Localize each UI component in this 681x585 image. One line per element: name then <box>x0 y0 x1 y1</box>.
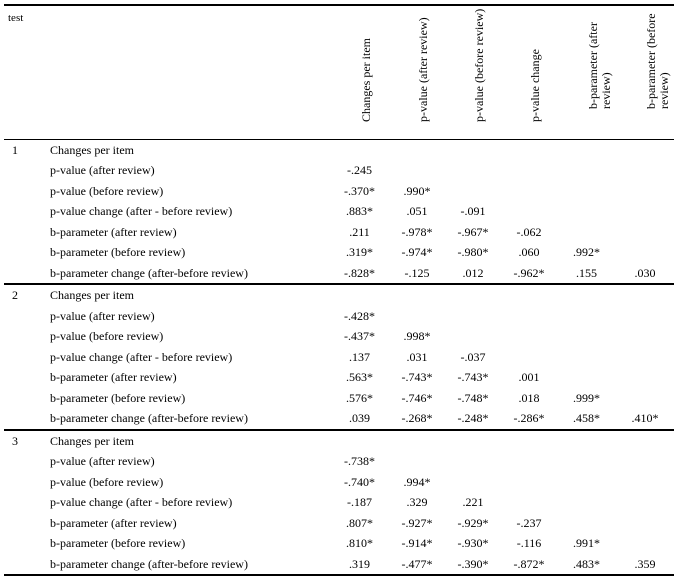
correlation-cell <box>389 430 445 452</box>
table-row <box>4 472 674 493</box>
correlation-cell: .359 <box>616 554 674 576</box>
correlation-cell: .319 <box>330 554 389 576</box>
correlation-cell: -.125 <box>389 263 445 285</box>
correlation-cell <box>616 201 674 222</box>
correlation-cell: -.477* <box>389 554 445 576</box>
row-label: b-parameter (after review) <box>50 224 177 239</box>
test-number-cell <box>4 263 42 285</box>
correlation-cell: -.116 <box>516 536 542 550</box>
correlation-cell <box>330 139 389 160</box>
table-row <box>4 451 674 472</box>
correlation-cell: -.370* <box>344 183 375 198</box>
correlation-cell <box>501 181 557 202</box>
column-header <box>501 5 557 139</box>
correlation-cell <box>330 430 389 452</box>
table-row <box>4 242 674 263</box>
row-label: b-parameter (after review) <box>50 515 177 530</box>
correlation-cell <box>616 533 674 554</box>
correlation-cell <box>501 451 557 472</box>
correlation-cell <box>445 139 501 160</box>
row-label: b-parameter change (after-before review) <box>42 554 330 576</box>
correlation-cell <box>557 201 616 222</box>
table-row <box>4 306 674 327</box>
correlation-cell <box>616 139 674 160</box>
correlation-cell: .018 <box>518 390 540 405</box>
correlation-cell: -.828* <box>330 263 389 285</box>
correlation-cell: -.740* <box>344 474 375 489</box>
row-label: p-value (before review) <box>50 183 164 198</box>
table-row <box>4 492 674 513</box>
correlation-cell <box>445 326 501 347</box>
correlation-cell: .060 <box>518 245 540 259</box>
correlation-cell <box>445 181 501 202</box>
correlation-cell: -.743* <box>457 370 489 384</box>
table-row <box>4 430 674 452</box>
row-label-column-header <box>42 5 330 139</box>
row-label: b-parameter (before review) <box>50 245 186 259</box>
correlation-cell <box>616 347 674 368</box>
correlation-cell <box>557 306 616 327</box>
column-header <box>445 5 501 139</box>
correlation-cell <box>501 326 557 347</box>
test-number-cell <box>4 492 42 513</box>
correlation-cell: .458* <box>557 408 616 430</box>
correlation-cell: .992* <box>573 245 600 259</box>
correlation-cell <box>616 222 674 243</box>
row-label: p-value (after review) <box>50 308 155 323</box>
column-header-label: p-value (before review) <box>472 8 486 122</box>
correlation-cell <box>616 326 674 347</box>
row-label: b-parameter change (after-before review) <box>42 263 330 285</box>
correlation-table <box>4 4 674 576</box>
correlation-cell: -.929* <box>457 515 489 530</box>
correlation-cell <box>557 472 616 493</box>
correlation-cell <box>501 306 557 327</box>
table-row <box>4 367 674 388</box>
correlation-cell: -.914* <box>401 536 433 550</box>
correlation-cell: .994* <box>403 474 431 489</box>
correlation-cell <box>616 306 674 327</box>
correlation-cell: .137 <box>349 349 370 364</box>
correlation-cell: .030 <box>616 263 674 285</box>
table-row <box>4 284 674 306</box>
row-label: p-value change (after - before review) <box>50 349 233 364</box>
correlation-cell: .998* <box>403 329 431 343</box>
table-row <box>4 160 674 181</box>
correlation-cell: -.980* <box>457 245 489 259</box>
test-number-cell <box>4 554 42 576</box>
correlation-cell: -.748* <box>457 390 489 405</box>
correlation-cell: .155 <box>557 263 616 285</box>
correlation-cell: -.390* <box>445 554 501 576</box>
test-number-cell <box>4 326 42 347</box>
column-header <box>616 5 674 139</box>
correlation-cell <box>501 347 557 368</box>
test-number-cell <box>4 222 42 243</box>
correlation-cell <box>616 242 674 263</box>
correlation-cell: .211 <box>349 224 370 239</box>
test-number-cell: 2 <box>4 284 42 306</box>
column-header-label: b-parameter (after review) <box>585 21 613 109</box>
correlation-cell: .221 <box>462 495 484 509</box>
correlation-cell <box>445 451 501 472</box>
correlation-cell: -.037 <box>460 349 486 364</box>
table-row <box>4 408 674 430</box>
correlation-cell: -.978* <box>401 224 433 239</box>
correlation-cell: -.437* <box>344 329 375 343</box>
correlation-cell <box>389 160 445 181</box>
table-row <box>4 263 674 285</box>
correlation-cell <box>501 284 557 306</box>
test-number-cell <box>4 347 42 368</box>
table-body <box>4 139 674 575</box>
correlation-cell <box>445 306 501 327</box>
correlation-cell <box>557 451 616 472</box>
correlation-cell <box>616 430 674 452</box>
correlation-cell: .576* <box>346 390 373 405</box>
correlation-cell <box>616 492 674 513</box>
correlation-cell: -.927* <box>401 515 433 530</box>
correlation-cell: .883* <box>346 204 373 218</box>
correlation-cell: .563* <box>346 370 373 384</box>
correlation-cell <box>616 160 674 181</box>
correlation-cell: .319* <box>346 245 373 259</box>
correlation-cell: -.062 <box>516 224 542 239</box>
test-number-cell <box>4 513 42 534</box>
correlation-cell <box>616 472 674 493</box>
correlation-cell <box>616 513 674 534</box>
correlation-cell: .990* <box>403 183 431 198</box>
correlation-cell: .807* <box>346 515 373 530</box>
correlation-cell: -.237 <box>516 515 542 530</box>
correlation-cell: -.872* <box>501 554 557 576</box>
correlation-cell: .001 <box>518 370 540 384</box>
correlation-cell: -.746* <box>401 390 433 405</box>
table-row <box>4 222 674 243</box>
correlation-cell: .051 <box>406 204 428 218</box>
test-number-cell: 1 <box>4 139 42 160</box>
correlation-cell: .410* <box>616 408 674 430</box>
row-label: p-value (before review) <box>50 329 164 343</box>
correlation-cell <box>557 139 616 160</box>
table-row <box>4 347 674 368</box>
table-row <box>4 533 674 554</box>
correlation-cell: -.428* <box>344 308 375 323</box>
correlation-cell <box>389 284 445 306</box>
correlation-cell <box>557 513 616 534</box>
correlation-cell <box>389 451 445 472</box>
correlation-cell: -.974* <box>401 245 433 259</box>
correlation-cell: .329 <box>406 495 428 509</box>
row-label: Changes per item <box>42 430 330 452</box>
column-header <box>389 5 445 139</box>
test-number-cell: 3 <box>4 430 42 452</box>
correlation-cell: -.743* <box>401 370 433 384</box>
row-label: p-value change (after - before review) <box>50 495 233 509</box>
correlation-cell: -.738* <box>344 454 375 468</box>
header-row <box>4 5 674 139</box>
correlation-cell: -.286* <box>501 408 557 430</box>
column-header-label: p-value (after review) <box>416 16 430 122</box>
column-header <box>557 5 616 139</box>
test-column-header: test <box>4 5 42 139</box>
test-number-cell <box>4 306 42 327</box>
correlation-cell <box>501 492 557 513</box>
correlation-cell <box>557 367 616 388</box>
table-row <box>4 326 674 347</box>
column-header-label: Changes per item <box>358 37 373 122</box>
correlation-cell: -.187 <box>347 495 372 509</box>
test-number-cell <box>4 181 42 202</box>
table-row <box>4 388 674 409</box>
correlation-cell <box>445 284 501 306</box>
correlation-cell: -.962* <box>501 263 557 285</box>
correlation-cell <box>616 284 674 306</box>
test-number-cell <box>4 533 42 554</box>
correlation-cell <box>445 472 501 493</box>
correlation-table-page <box>0 4 681 585</box>
correlation-cell: .031 <box>406 349 428 364</box>
correlation-cell: .999* <box>573 390 600 405</box>
correlation-cell <box>501 139 557 160</box>
correlation-cell: .039 <box>330 408 389 430</box>
correlation-cell: -.091 <box>460 204 486 218</box>
correlation-cell <box>501 430 557 452</box>
correlation-cell: .810* <box>346 536 373 550</box>
correlation-cell <box>557 347 616 368</box>
table-row <box>4 201 674 222</box>
row-label: b-parameter (before review) <box>50 390 186 405</box>
test-number-cell <box>4 472 42 493</box>
row-label: b-parameter change (after-before review) <box>42 408 330 430</box>
correlation-cell <box>557 492 616 513</box>
correlation-cell: -.245 <box>347 163 372 177</box>
table-row <box>4 513 674 534</box>
row-label: b-parameter (after review) <box>50 370 177 384</box>
correlation-cell <box>389 306 445 327</box>
table-row <box>4 554 674 576</box>
correlation-cell <box>501 472 557 493</box>
correlation-cell <box>557 160 616 181</box>
correlation-cell <box>557 222 616 243</box>
test-number-cell <box>4 201 42 222</box>
column-header-label: p-value change <box>528 48 542 122</box>
row-label: b-parameter (before review) <box>50 536 186 550</box>
correlation-cell: .012 <box>445 263 501 285</box>
correlation-cell: .991* <box>573 536 600 550</box>
test-number-cell <box>4 367 42 388</box>
test-number-cell <box>4 451 42 472</box>
test-number-cell <box>4 242 42 263</box>
correlation-cell <box>501 201 557 222</box>
row-label: Changes per item <box>42 284 330 306</box>
correlation-cell <box>616 367 674 388</box>
correlation-cell <box>616 181 674 202</box>
table-row <box>4 139 674 160</box>
correlation-cell: -.930* <box>457 536 489 550</box>
correlation-cell <box>330 284 389 306</box>
test-number-cell <box>4 388 42 409</box>
correlation-cell <box>501 160 557 181</box>
correlation-cell: .483* <box>557 554 616 576</box>
correlation-cell <box>389 139 445 160</box>
row-label: p-value (after review) <box>50 454 155 468</box>
test-number-cell <box>4 160 42 181</box>
correlation-cell: -.268* <box>389 408 445 430</box>
table-row <box>4 181 674 202</box>
correlation-cell: -.248* <box>445 408 501 430</box>
column-header-label: b-parameter (before review) <box>644 12 671 109</box>
correlation-cell <box>557 181 616 202</box>
correlation-cell <box>557 284 616 306</box>
correlation-cell <box>445 430 501 452</box>
correlation-cell <box>557 326 616 347</box>
correlation-cell <box>616 388 674 409</box>
correlation-cell <box>557 430 616 452</box>
correlation-cell <box>445 160 501 181</box>
column-header <box>330 5 389 139</box>
row-label: p-value (after review) <box>50 163 155 177</box>
test-number-cell <box>4 408 42 430</box>
row-label: Changes per item <box>42 139 330 160</box>
row-label: p-value change (after - before review) <box>50 204 233 218</box>
row-label: p-value (before review) <box>50 474 164 489</box>
correlation-cell <box>616 451 674 472</box>
correlation-cell: -.967* <box>457 224 489 239</box>
